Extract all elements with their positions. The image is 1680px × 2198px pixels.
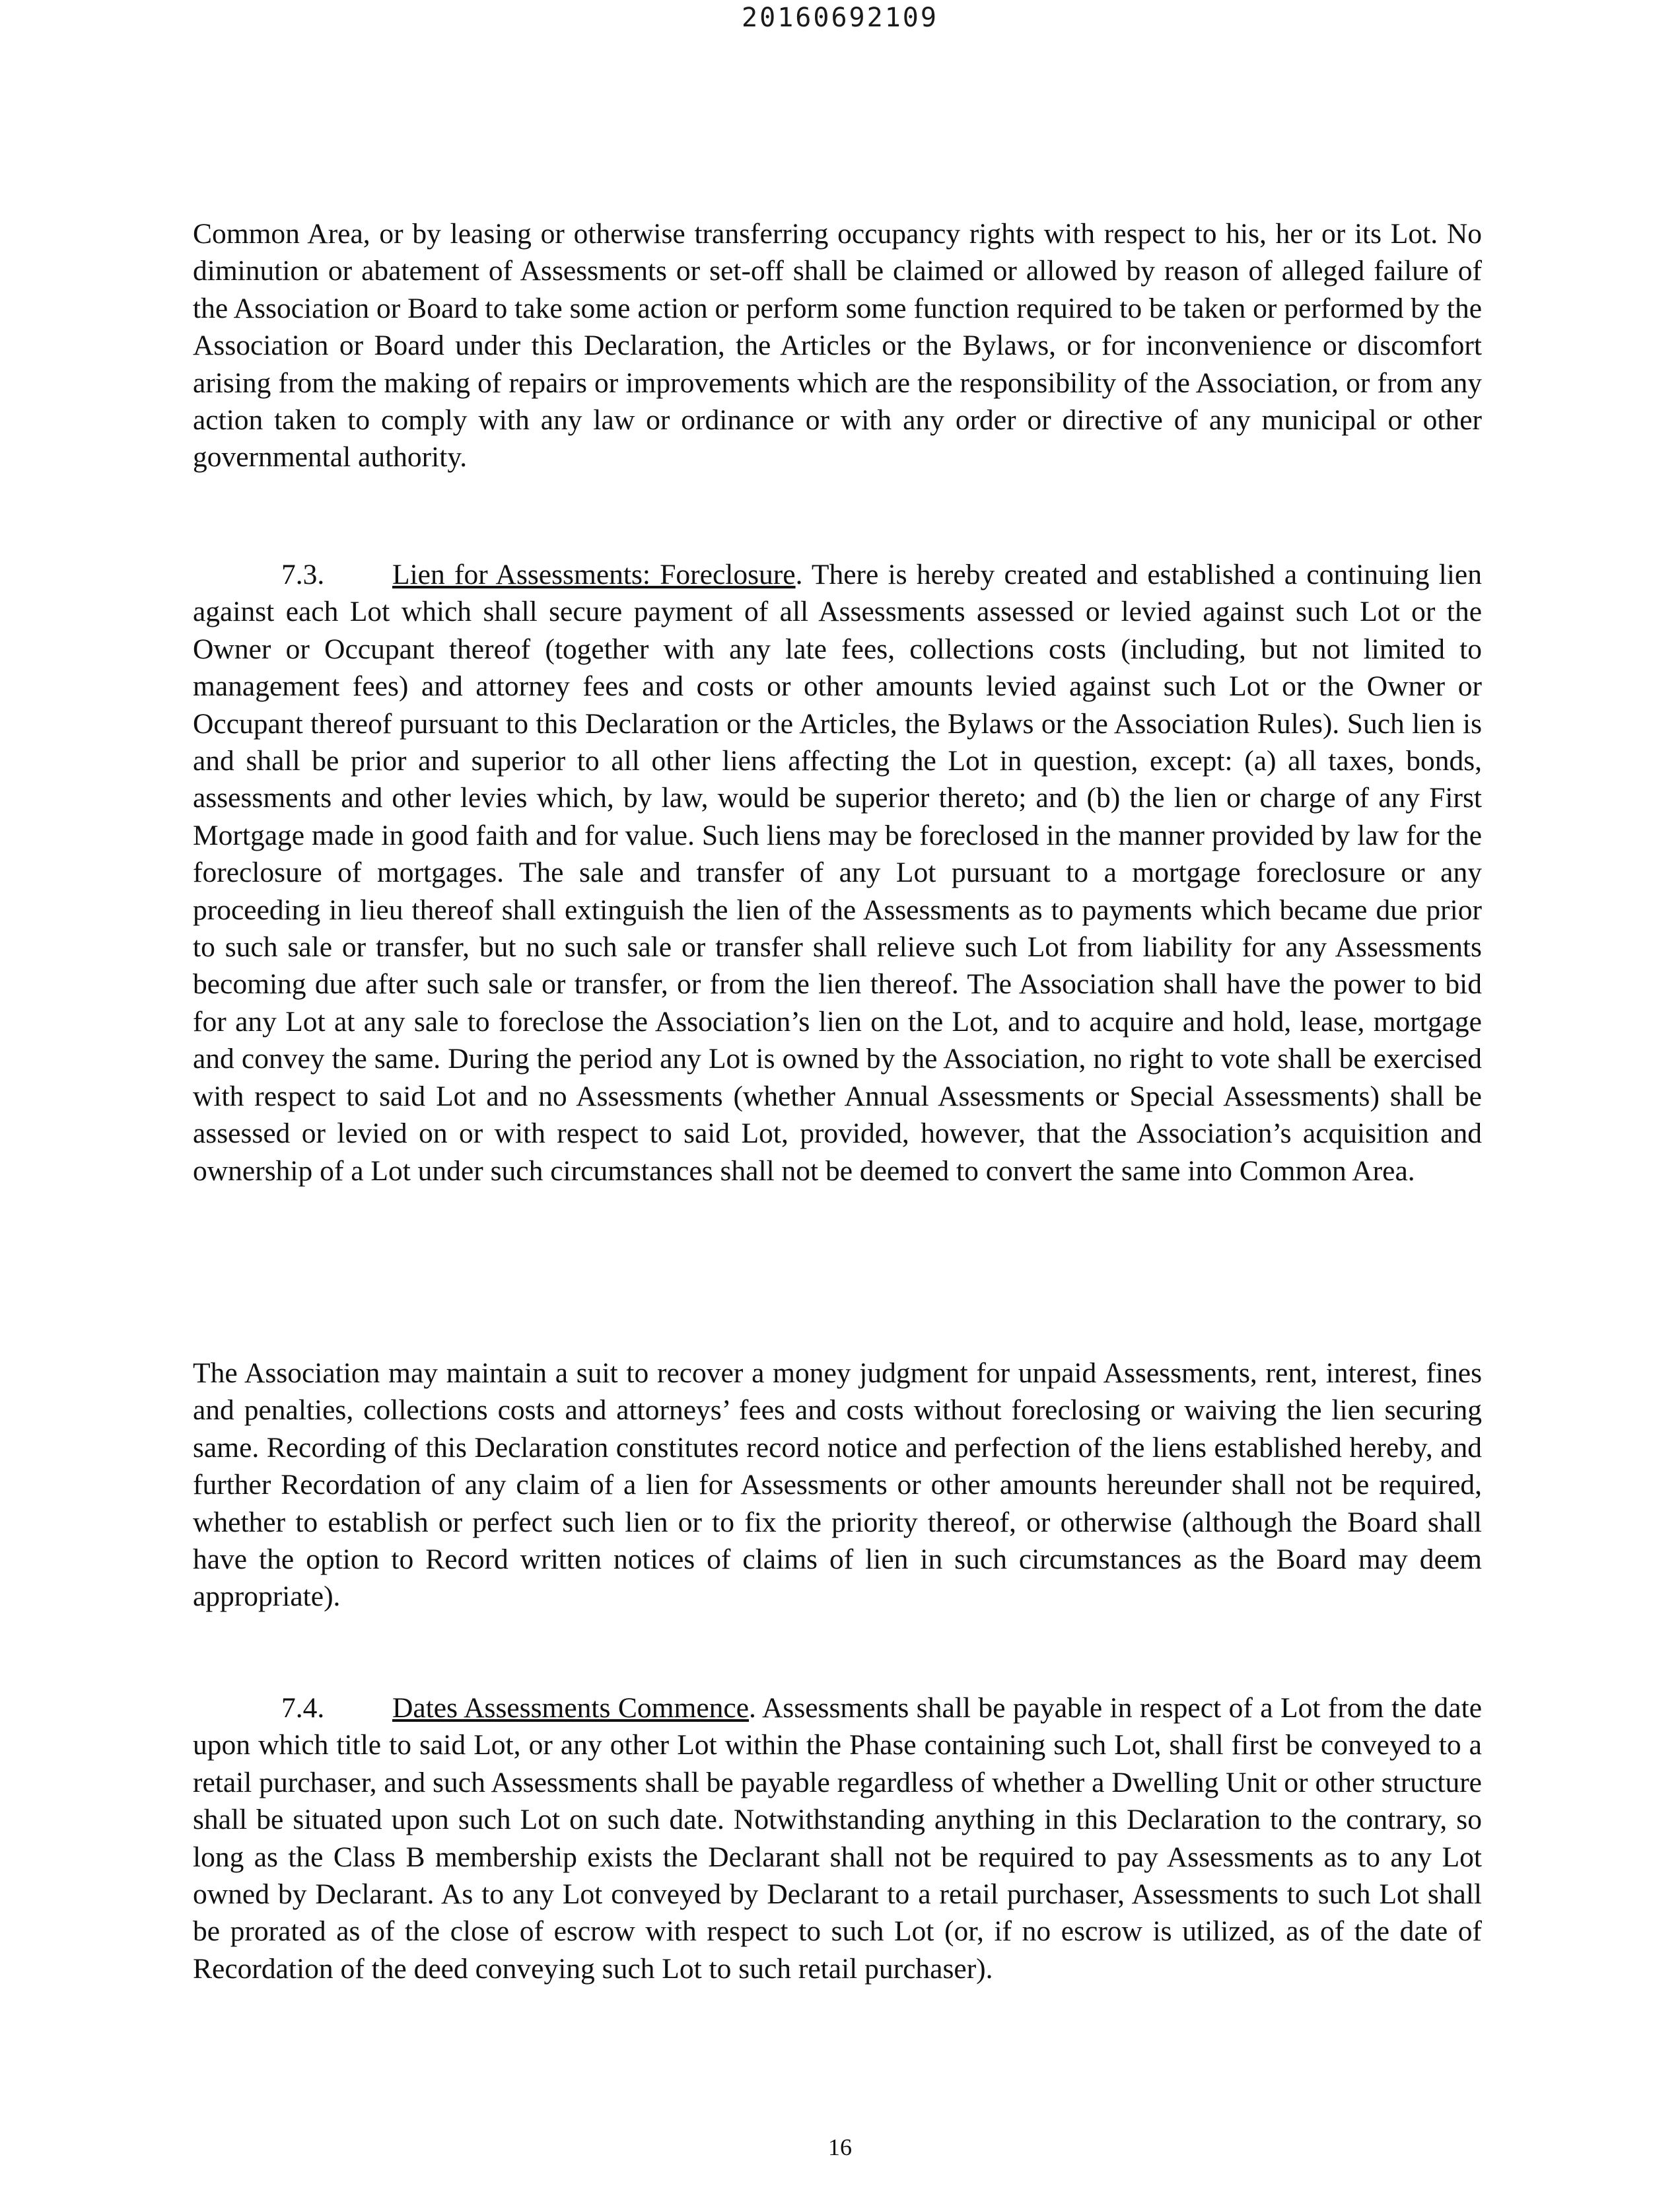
heading-period: . [795, 559, 803, 590]
section-number: 7.3. [281, 559, 325, 590]
section-heading: Lien for Assessments: Foreclosure [392, 559, 796, 590]
page-number: 16 [828, 2134, 852, 2160]
section-heading: Dates Assessments Commence [392, 1692, 750, 1724]
heading-period: . [749, 1692, 756, 1724]
document-number: 20160692109 [742, 3, 938, 33]
paragraph-continuation: Common Area, or by leasing or otherwise transferring occupancy rights with respect to his, her or its Lot. No diminution or abatement of Assessments or set-off shall be claimed or allowed by reason of alleged failure of the Association or Board to take some action or perform some function required to be taken or performed by the Association or Board under this Declaration, the Articles or the Bylaws, or for inconvenience or discomfort arising from the making of repairs or improvements which are the responsibility of the Association, or from any action taken to comply with any law or ordinance or with any order or directive of any municipal or other governmental authority. [193, 218, 1482, 474]
section-7-4 [193, 1689, 1482, 1987]
section-7-3 [193, 556, 1482, 1189]
section-number: 7.4. [281, 1692, 325, 1724]
section-text: Assessments shall be payable in respect of a Lot from the date upon which title to said Lot, or any other Lot within the Phase containing such Lot, shall first be conveyed to a retail purchaser, and such Assessments shall be payable regardless of whether a Dwelling Unit or other structure shall be situated upon such Lot on such date. Notwithstanding anything in this Declaration to the contrary, so long as the Class B membership exists the Declarant shall not be required to pay Assessments as to any Lot owned by Declarant. As to any Lot conveyed by Declarant to a retail purchaser, Assessments to such Lot shall be prorated as of the close of escrow with respect to such Lot (or, if no escrow is utilized, as of the date of Recordation of the deed conveying such Lot to such retail purchaser). [193, 1692, 1483, 1985]
section-text: There is hereby created and established a continuing lien against each Lot which shall secure payment of all Assessments assessed or levied against such Lot or the Owner or Occupant thereof (together with any late fees, collections costs (including, but not limited to management fees) and attorney fees and costs or other amounts levied against such Lot or the Owner or Occupant thereof pursuant to this Declaration or the Articles, the Bylaws or the Association Rules). Such lien is and shall be prior and superior to all other liens affecting the Lot in question, except: (a) all taxes, bonds, assessments and other levies which, by law, would be superior thereto; and (b) the lien or charge of any First Mortgage made in good faith and for value. Such liens may be foreclosed in the manner provided by law for the foreclosure of mortgages. The sale and transfer of any Lot pursuant to a mortgage foreclosure or any proceeding in lieu thereof shall extinguish the lien of the Assessments as to payments which became due prior to such sale or transfer, but no such sale or transfer shall relieve such Lot from liability for any Assessments becoming due after such sale or transfer, or from the lien thereof. The Association shall have the power to bid for any Lot at any sale to foreclose the Association’s lien on the Lot, and to acquire and hold, lease, mortgage and convey the same. During the period any Lot is owned by the Association, no right to vote shall be exercised with respect to said Lot and no Assessments (whether Annual Assessments or Special Assessments) shall be assessed or levied on or with respect to said Lot, provided, however, that the Association’s acquisition and ownership of a Lot under such circumstances shall not be deemed to convert the same into Common Area. [193, 559, 1482, 1187]
paragraph-suit: The Association may maintain a suit to recover a money judgment for unpaid Assessments, rent, interest, fines and penalties, collections costs and attorneys’ fees and costs without foreclosing or waiving the lien securing same. Recording of this Declaration constitutes record notice and perfection of the liens established hereby, and further Recordation of any claim of a lien for Assessments or other amounts hereunder shall not be required, whether to establish or perfect such lien or to fix the priority thereof, or otherwise (although the Board shall have the option to Record written notices of claims of lien in such circumstances as the Board may deem appropriate). [193, 1357, 1482, 1613]
